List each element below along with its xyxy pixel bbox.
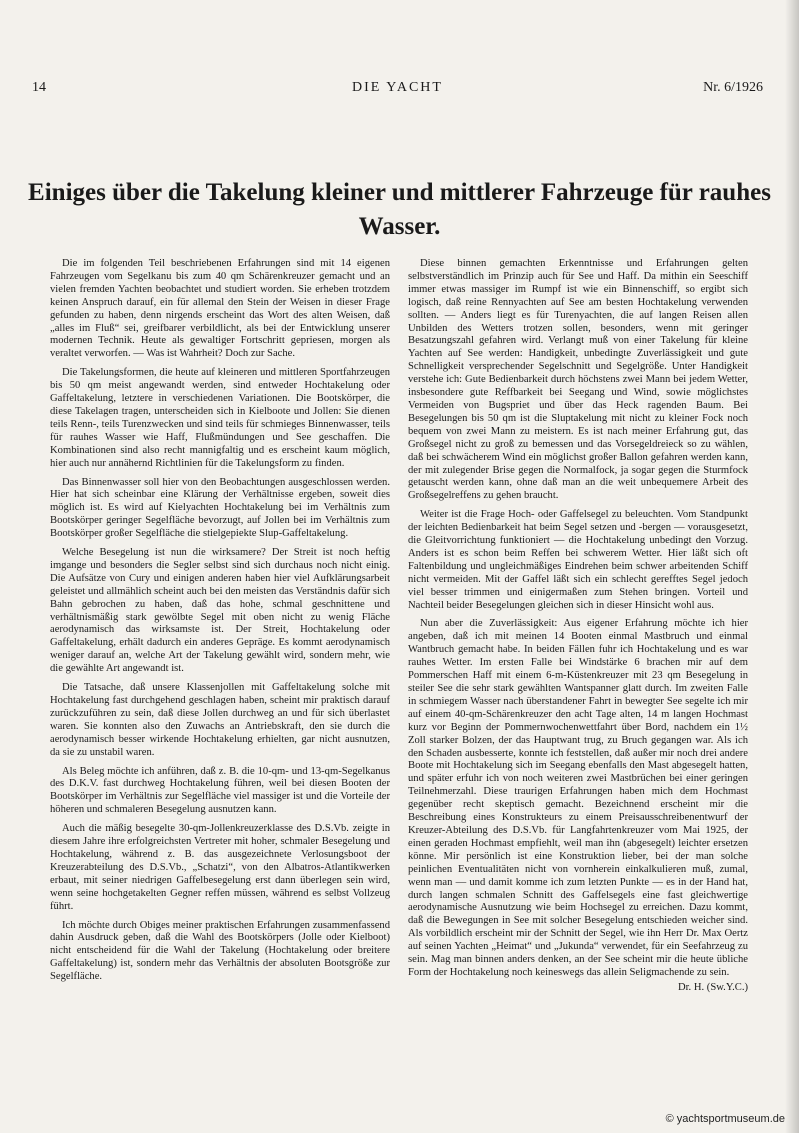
magazine-title: DIE YACHT bbox=[352, 80, 443, 95]
paragraph: Die Tatsache, daß unsere Klassenjollen mit Gaffeltakelung solche mit Hochtakelung fast durchgehend geschlagen haben, scheint mir praktisch darauf zurückzuführen zu sein, daß diese Jollen durchweg an und für sich überlastet waren. Sie konnten also den Zuwachs an Antriebskraft, den sie durch die aerodynamisch besser wirkende Hochtakelung erhielten, gar nicht ausnutzen, da sie zu unstabil waren. bbox=[50, 682, 390, 758]
paragraph: Die im folgenden Teil beschriebenen Erfahrungen sind mit 14 eigenen Fahrzeugen vom Segelkanu bis zum 40 qm Schärenkreuzer gemacht und an vielen fremden Yachten beobachtet und studiert worden. Sie erheben trotzdem keinen Anspruch darauf, ein für allemal den Stein der Weisen in dieser Frage gefunden zu haben, denn nirgends erscheint das Wort des alten Weisen, daß „alles im Fluß“ sei, greifbarer verbildlicht, als bei der Entwicklung unserer modernen Technik. Heute als gewaltiger Fortschritt gepriesen, morgen als veraltet verworfen. — Was ist Wahrheit? Doch zur Sache. bbox=[50, 258, 390, 360]
page-number: 14 bbox=[32, 80, 46, 95]
author-signature: Dr. H. (Sw.Y.C.) bbox=[677, 981, 748, 993]
paragraph: Das Binnenwasser soll hier von den Beobachtungen ausgeschlossen werden. Hier hat sich scheinbar eine Klärung der Verhältnisse ergeben, soweit dies möglich ist. Es wird auf Kielyachten Hochtakelung bei im Verhältnis zum Bootskörper geringer Segelfläche bevorzugt, auf Jollen bei im Verhältnis zum Bootskörper großer Segelfläche die stielgepiekte Slup-Gaffeltakelung. bbox=[50, 476, 390, 540]
page-edge-shadow bbox=[785, 0, 799, 1133]
paragraph: Als Beleg möchte ich anführen, daß z. B. die 10-qm- und 13-qm-Segelkanus des D.K.V. fast durchweg Hochtakelung führen, weil bei diesen Booten der Bootskörper im Verhältnis zur Segelfläche viel massiger ist und die Vorteile der höheren und schmaleren Besegelung ausnutzen kann. bbox=[50, 765, 390, 816]
paragraph: Die Takelungsformen, die heute auf kleineren und mittleren Sportfahrzeugen bis 50 qm meist angewandt werden, sind entweder Hochtakelung oder Gaffeltakelung, letztere in verschiedenen Variationen. Die Bootskörper, die diese Takelagen tragen, unterscheiden sich in Kielboote und Jollen: Sie dienen teils Renn-, teils Turenzwecken und sind teils für schmieges Binnenwasser, teils für rauhes Wasser wie Haff, Flußmündungen und See geschaffen. Die Kombinationen sind also recht mannigfaltig und es erscheint kaum möglich, hier auch nur annähernd Richtlinien für die Takelungsform zu finden. bbox=[50, 367, 390, 469]
paragraph: Nun aber die Zuverlässigkeit: Aus eigener Erfahrung möchte ich hier angeben, daß ich mit meinen 14 Booten einmal Mastbruch und einmal Wantbruch gemacht habe. In beiden Fällen fuhr ich Hochtakelung und es war rauhes Wetter. Im ersten Falle bei Windstärke 6 brachen mir auf dem Pommerschen Haff mit einem 6-m-Küstenkreuzer mit 23 qm Besegelung in steiler See die sehr stark gewählten Wantspanner glatt durch. Im zweiten Falle in schmiegem Wasser nach überstandener Fahrt in bewegter See segelte ich mir auf einem 40-qm-Schärenkreuzer den acht Tage alten, 14 m langen Hochmast kurz vor Beginn der Pommernwochenwettfahrt über Bord, nachdem ein 1½ Zoll starker Bolzen, der das Hauptwant trug, zu Bruch gegangen war. Als ich den Schaden ausbesserte, konnte ich feststellen, daß außer mir noch drei andere Boote mit Hochtakelung sich im Seegang ebenfalls den Mast abgesegelt hatten, und später erfuhr ich von noch weiteren zwei Mastbrüchen bei einer geringen Teilnehmerzahl. Diese traurigen Erfahrungen haben mich dem Hochmast gegenüber recht skeptisch gemacht. Bezeichnend erscheint mir die Beschreibung eines Konstrukteurs zu einem Preisausschreibenentwurf der Kreuzer-Abteilung des D.S.Vb. für Langfahrtenkreuzer vom Mai 1925, der einen geraden Hochmast empfiehlt, weil man ihn (abgesegelt) leichter ersetzen könne. Mir persönlich ist eine Konstruktion lieber, bei der man solche peinlichen Eventualitäten nicht von vornherein einkalkulieren muß, zumal, wenn man — und damit komme ich zum letzten Punkte — es in der Hand hat, durch langen schmalen Schnitt des Gaffelsegels eine fast gleichwertige aerodynamische Ausnutzung wie beim Hochsegel zu erreichen. Dazu kommt, daß die Bewegungen in See mit solcher Besegelung entschieden weicher sind. Als vorbildlich erscheint mir der Schnitt der Segel, wie ihn Herr Dr. Max Oertz auf seinen Yachten „Heimat“ und „Jukunda“ verwendet, für ein Seefahrzeug zu sein. Mag man binnen anders denken, an der See scheint mir die heute übliche Form der Hochtakelung noch keineswegs das allein Seligmachende zu sein. bbox=[408, 618, 748, 978]
paragraph: Auch die mäßig besegelte 30-qm-Jollenkreuzerklasse des D.S.Vb. zeigte in diesem Jahre ihre erfolgreichsten Vertreter mit hoher, schmaler Besegelung und Hochtakelung, während z. B. das ausgezeichnete Verlosungsboot der Kreuzerabteilung des D.S.Vb., „Schatzi“, von den Albatros-Atlantikwerken erbaut, mit seiner niedrigen Gaffelbesegelung erst dann überlegen sein wird, wenn seine hochgetakelten Gegner reffen müssen, während es selbst Vollzeug führt. bbox=[50, 823, 390, 912]
right-column bbox=[408, 258, 748, 995]
paragraph: Ich möchte durch Obiges meiner praktischen Erfahrungen zusammenfassend dahin Ausdruck geben, daß die Wahl des Bootskörpers (Jolle oder Kielboot) nicht entscheidend für die Wahl der Takelung (Hochtakelung oder breitere Gaffeltakelung) ist, sondern mehr das Verhältnis der absoluten Bootsgröße zur Segelfläche. bbox=[50, 919, 390, 983]
copyright-watermark: © yachtsportmuseum.de bbox=[665, 1113, 785, 1125]
paragraph: Diese binnen gemachten Erkenntnisse und Erfahrungen gelten selbstverständlich im Prinzip auch für See und Haff. Da mithin ein Seeschiff immer etwas massiger im Rumpf ist wie ein Binnenschiff, so ergibt sich logisch, daß reine Rennyachten auf See am besten Hochtakelung verwenden sollten. — Anders liegt es für Turenyachten, die auf langen Reisen allen Unbilden des Wetters trotzen sollen, besonders, wenn mit geringer Besatzungszahl gefahren wird. Verlangt muß von einer Takelung für kleine Yachten auf See werden: Handigkeit, unbedingte Zuverlässigkeit und gute Schnelligkeit versprechender Segelschnitt und Segelgröße. Unter Handigkeit verstehe ich: Gute Bedienbarkeit durch höchstens zwei Mann bei jedem Wetter, insbesondere gute Reffbarkeit bei Seegang und Wind, sowie möglichstes Vermeiden von Bugspriet und über das Heck ragenden Baum. Bei Besegelungen bis 50 qm ist die Sluptakelung mit nicht zu kleiner Fock noch bequem von zwei Mann zu meistern. Es ist nach meiner Erfahrung gut, das Großsegel nicht zu groß zu bemessen und das Vorsegeldreieck so zu wählen, daß bei schwächerem Wind ein möglichst großer Ballon gefahren werden kann, der mit zulegender Brise gegen die Normalfock, ja sogar gegen die Sturmfock getauscht werden kann, ohne daß man an die weit unbequemere Arbeit des Großsegelreffens zu gehen braucht. bbox=[408, 258, 748, 502]
issue-number: Nr. 6/1926 bbox=[703, 80, 763, 95]
page-header bbox=[32, 80, 763, 100]
paragraph: Welche Besegelung ist nun die wirksamere? Der Streit ist noch heftig imgange und besonders die Segler selbst sind sich durchaus noch nicht einig. Die Aufsätze von Cury und einigen anderen haben hier viel Aufklärungsarbeit geleistet und allmählich scheint auch bei den meisten das Verständnis dafür sich Bahn gebrochen zu haben, daß das hohe, schmal geschnittene und verhältnismäßig stark gewölbte Segel mit oben nicht zu wenig Fläche aerodynamisch das wirksamste ist. Der Streit, Hochtakelung oder Gaffeltakelung, erhält dadurch ein anderes Gepräge. Es kommt aerodynamisch weniger darauf an, welche Art der Takelung gewählt wird, sondern mehr, wie die gewählte Art angewandt ist. bbox=[50, 547, 390, 675]
left-column bbox=[50, 258, 390, 990]
article-title: Einiges über die Takelung kleiner und mittlerer Fahrzeuge für rauhes Wasser. bbox=[28, 179, 771, 240]
paragraph: Weiter ist die Frage Hoch- oder Gaffelsegel zu beleuchten. Vom Standpunkt der leichten Bedienbarkeit hat beim Segel setzen und -bergen — vorausgesetzt, die Gleitvorrichtung funktioniert — die Hochtakelung unbedingt den Vorzug. Anders ist es schon beim Reffen bei schwerem Wetter. Hier läßt sich oft Faltenbildung und ungleichmäßiges Eindrehen beim schwer arbeitenden Schiff nicht vermeiden. Mit der Gaffel läßt sich ein schlecht gerefftes Segel jedoch viel besser trimmen und einigermaßen zum Stehen bringen. Vorteil und Nachteil beider Besegelungen gleichen sich in dieser Hinsicht wohl aus. bbox=[408, 509, 748, 611]
